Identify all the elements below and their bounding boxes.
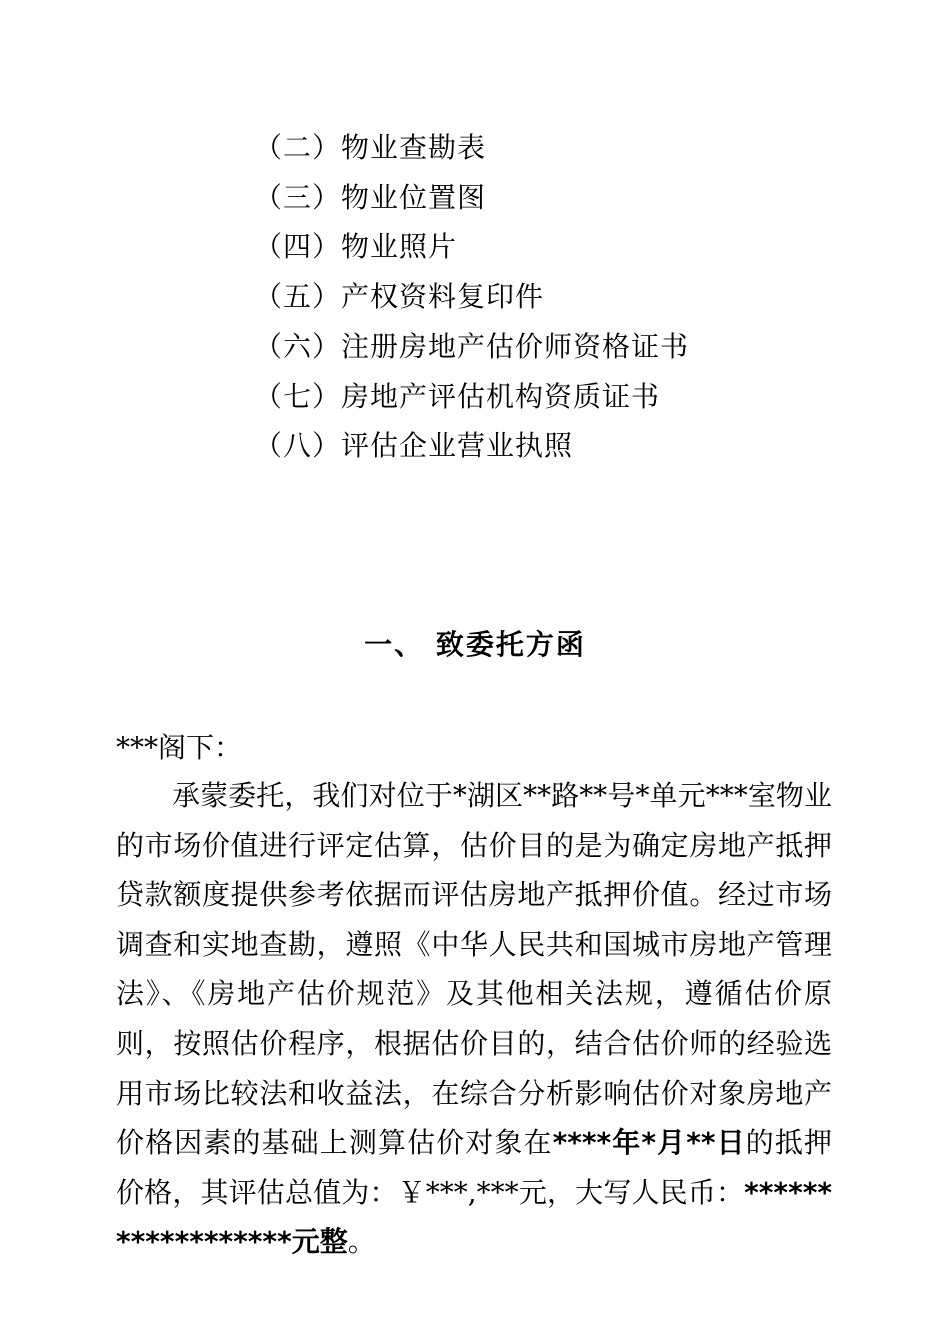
body-end: 。: [347, 1225, 376, 1259]
letter-body: [116, 771, 832, 1267]
appendix-item: （二）物业查勘表: [254, 131, 487, 164]
salutation: ***阁下：: [116, 731, 243, 764]
appendix-item: （四）物业照片: [254, 230, 458, 264]
body-text: 承蒙委托，我们对位于*湖区**路**号*单元***室物业的市场价值进行评定估算，估价目的是为确定房地产抵押贷款额度提供参考依据而评估房地产抵押价值。经过市场调查和实地查勘，遵照《中华人民共和国城市房地产管理法》、《房地产估价规范》及其他相关法规，遵循估价原则，按照估价程序，根据估价目的，结合估价师的经验选用市场比较法和收益法，在综合分析影响估价对象房地产价格因素的基础上测算估价对象在: [116, 779, 832, 1160]
section-title: 一、 致委托方函: [364, 628, 586, 661]
body-text: 的抵押价格，其评估总值为：￥***,***元，大写人民币：: [116, 1126, 832, 1209]
appendix-item: （三）物业位置图: [254, 180, 487, 214]
appendix-item: （八）评估企业营业执照: [254, 429, 574, 463]
appendix-item: （七）房地产评估机构资质证书: [254, 379, 661, 413]
amount-in-words: ******************元整: [116, 1175, 832, 1259]
appendix-item: （五）产权资料复印件: [254, 280, 545, 314]
appendix-list: [254, 123, 689, 471]
appendix-item: （六）注册房地产估价师资格证书: [254, 329, 690, 363]
value-date: ****年*月**日: [552, 1126, 746, 1160]
